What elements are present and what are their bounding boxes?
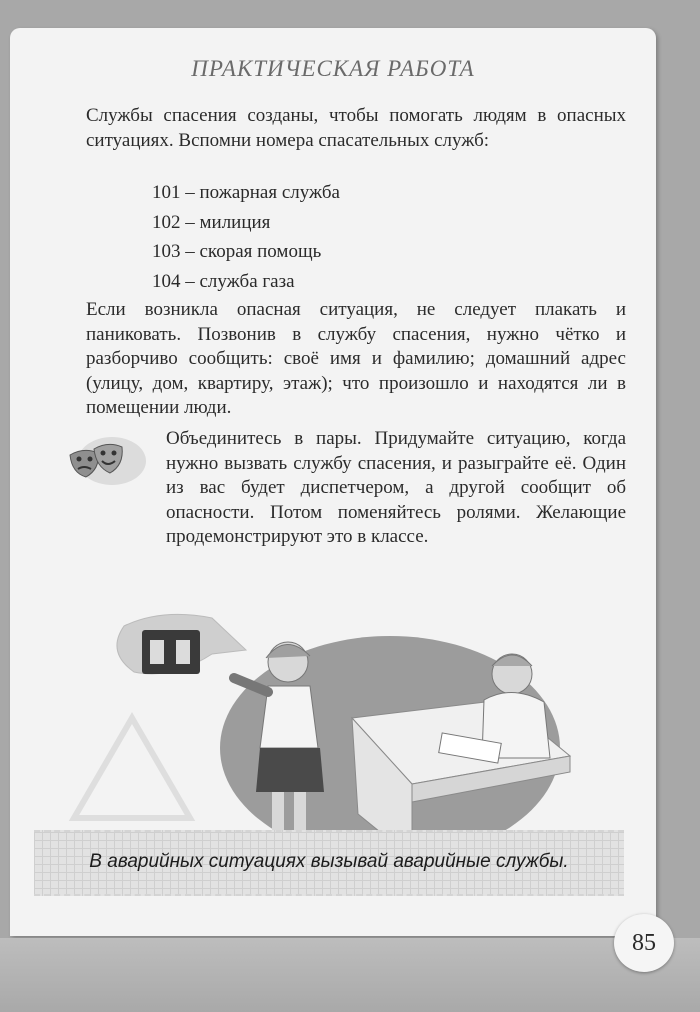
banner-text: В аварийных ситуациях вызывай аварийные службы.: [89, 851, 569, 872]
services-list: [152, 178, 340, 296]
textbook-page: [10, 28, 656, 936]
service-item: 102 – милиция: [152, 211, 271, 233]
advice-paragraph: Если возникла опасная ситуация, не следует плакать и паниковать. Позвонив в службу спасения, нужно чётко и разборчиво сообщить: своё имя и фамилию; домашний адрес (улицу, дом, квартиру, этаж); что произошло и находятся ли в помещении люди.: [86, 299, 626, 418]
service-item: 103 – скорая помощь: [152, 241, 322, 262]
task-paragraph: Объединитесь в пары. Придумайте ситуацию, когда нужно вызвать службу спасения, и разыграйте её. Один из вас будет диспетчером, а другой сообщит об опасности. Потом поменяйтесь ролями. Желающие продемонстрируют это в классе.: [166, 428, 626, 547]
service-item: 104 – служба газа: [152, 270, 295, 292]
intro-paragraph: Службы спасения созданы, чтобы помогать людям в опасных ситуациях. Вспомни номера спасательных служб:: [86, 105, 626, 151]
theatre-masks-icon: [62, 433, 146, 489]
service-item: 101 – пожарная служба: [152, 182, 340, 203]
page-title: ПРАКТИЧЕСКАЯ РАБОТА: [191, 56, 475, 81]
page-edge: [0, 938, 700, 1012]
rule-banner: [34, 830, 624, 896]
page-number: 85: [614, 914, 674, 972]
